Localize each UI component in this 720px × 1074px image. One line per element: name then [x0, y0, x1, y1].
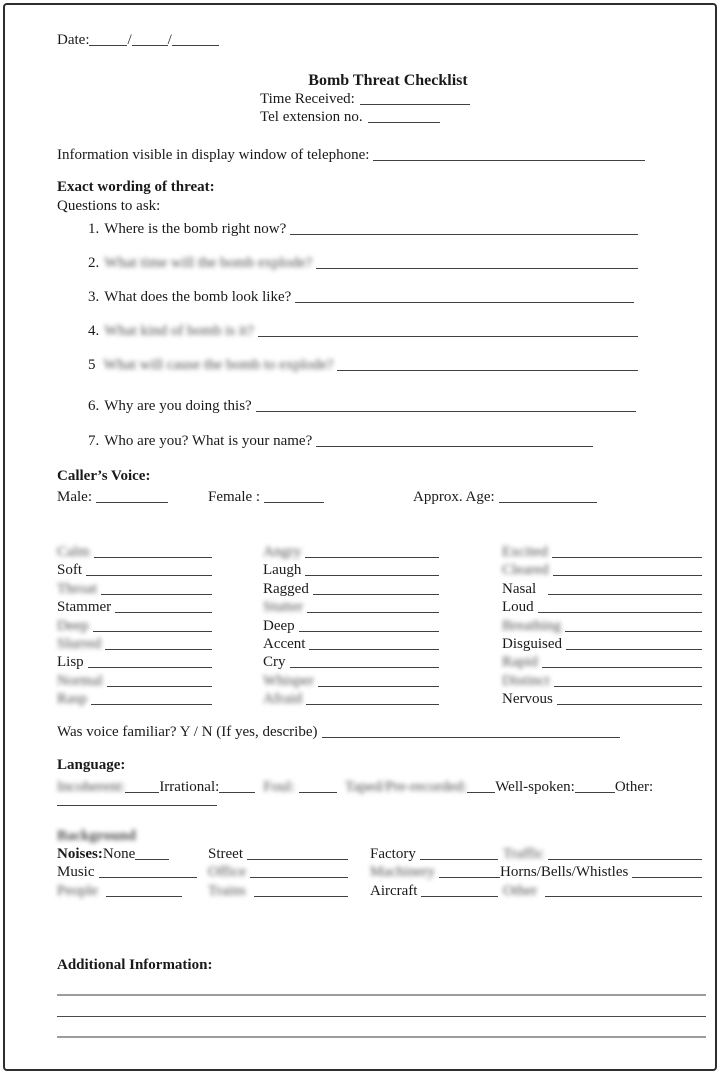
voice-trait-label: Soft: [57, 562, 83, 579]
noise-people-field: [57, 882, 182, 900]
question-blank: [316, 267, 638, 269]
voice-trait-blank: [91, 703, 212, 705]
question-row-3: [88, 288, 634, 307]
noise-other-blank: [545, 895, 702, 897]
voice-trait-blank: [305, 556, 439, 558]
voice-trait-label: Angry: [263, 544, 302, 560]
language-blank: [467, 791, 495, 793]
voice-trait-row: [502, 672, 702, 690]
language-blank: [125, 791, 159, 793]
voice-trait-label: Rapid: [502, 654, 538, 671]
language-other-blank: [57, 805, 217, 806]
question-blank: [337, 369, 638, 371]
language-blank: [219, 791, 255, 793]
noise-horns-field: [500, 863, 702, 881]
noise-office-blank: [250, 876, 348, 878]
voice-trait-blank: [105, 648, 212, 650]
question-text: Where is the bomb right now?: [104, 221, 287, 237]
date-blank-month: [89, 44, 127, 46]
voice-trait-blank: [548, 593, 702, 595]
noise-people-label: People: [57, 882, 98, 899]
noise-street-label: Street: [208, 846, 243, 862]
date-blank-day: [132, 44, 168, 46]
voice-trait-blank: [306, 703, 439, 705]
voice-trait-blank: [552, 556, 702, 558]
noise-music-field: [57, 863, 197, 881]
date-label: Date:: [57, 32, 90, 48]
additional-info-line-3: [57, 1036, 706, 1038]
voice-trait-row: [502, 617, 702, 635]
question-number: 3.: [88, 289, 100, 305]
voice-trait-row: [263, 561, 439, 579]
question-row-6: [88, 397, 636, 416]
male-field: [57, 488, 168, 507]
language-item-irrational: Irrational:: [159, 779, 220, 795]
voice-traits-column-2: [263, 543, 439, 709]
question-blank: [258, 335, 638, 337]
voice-trait-label: Nervous: [502, 691, 553, 708]
voice-trait-label: Lisp: [57, 654, 84, 671]
question-row-7: [88, 432, 593, 451]
noise-trains-label: Trains: [208, 882, 246, 899]
language-item-taped: Taped/Pre-recorded:: [344, 779, 468, 795]
voice-trait-row: [263, 543, 439, 561]
noises-row-2: [0, 863, 720, 881]
voice-trait-row: [57, 580, 212, 598]
noise-factory-field: [370, 845, 498, 863]
question-number: 2.: [88, 255, 100, 271]
language-item-foul: Foul:: [263, 779, 295, 795]
tel-extension-row: [260, 108, 440, 127]
voice-trait-blank: [290, 666, 440, 668]
voice-trait-label: Afraid: [263, 691, 303, 708]
additional-info-heading: Additional Information:: [57, 957, 213, 973]
voice-trait-label: Ragged: [263, 580, 309, 597]
voice-trait-row: [263, 598, 439, 616]
voice-trait-label: Laugh: [263, 562, 302, 579]
male-blank: [96, 501, 168, 503]
voice-trait-label: Stutter: [263, 599, 303, 616]
voice-trait-row: [502, 543, 702, 561]
noise-office-field: [208, 863, 348, 881]
question-text: What will cause the bomb to explode?: [103, 357, 334, 373]
voice-trait-label: Normal: [57, 672, 103, 689]
display-info-row: [57, 146, 645, 165]
question-row-2: [88, 254, 638, 273]
voice-trait-blank: [86, 574, 212, 576]
voice-trait-blank: [557, 703, 702, 705]
question-number: 7.: [88, 433, 100, 449]
voice-trait-row: [263, 580, 439, 598]
language-item-well-spoken: Well-spoken:: [495, 779, 575, 795]
voice-trait-blank: [313, 593, 439, 595]
date-blank-year: [172, 44, 219, 46]
question-blank: [256, 410, 636, 412]
background-heading: Background: [57, 828, 136, 844]
noise-aircraft-blank: [421, 895, 498, 897]
voice-trait-blank: [309, 648, 439, 650]
voice-trait-blank: [538, 611, 702, 613]
voice-trait-row: [263, 690, 439, 708]
time-received-blank: [360, 103, 470, 105]
voice-trait-label: Deep: [57, 617, 89, 634]
voice-trait-row: [263, 617, 439, 635]
voice-trait-label: Disguised: [502, 635, 562, 652]
language-heading: Language:: [57, 757, 126, 773]
voice-trait-blank: [115, 611, 212, 613]
voice-trait-label: Calm: [57, 544, 90, 560]
noise-horns-blank: [632, 876, 702, 878]
voice-trait-row: [57, 617, 212, 635]
noise-machinery-label: Machinery: [370, 864, 435, 881]
noise-aircraft-label: Aircraft: [370, 882, 418, 899]
voice-trait-blank: [305, 574, 439, 576]
question-number: 6.: [88, 398, 100, 414]
age-blank: [499, 501, 597, 503]
noises-row-1: [0, 845, 720, 863]
noise-music-blank: [99, 876, 198, 878]
male-label: Male:: [57, 489, 92, 505]
question-row-4: [88, 322, 638, 341]
voice-trait-label: Cleared: [502, 562, 549, 579]
language-item-other: Other:: [614, 779, 654, 795]
additional-info-line-2: [57, 1016, 706, 1017]
voice-trait-label: Rasp: [57, 691, 87, 708]
voice-familiar-label: Was voice familiar? Y / N (If yes, describe): [57, 724, 318, 740]
question-text: What time will the bomb explode?: [104, 255, 313, 271]
voice-trait-row: [502, 561, 702, 579]
voice-trait-blank: [554, 685, 703, 687]
noise-other-label: Other: [503, 882, 538, 899]
voice-trait-blank: [299, 630, 439, 632]
noise-street-blank: [247, 858, 348, 860]
voice-trait-label: Accent: [263, 635, 306, 652]
noise-office-label: Office: [208, 864, 247, 881]
voice-trait-row: [57, 543, 212, 561]
page-title: Bomb Threat Checklist: [308, 72, 468, 89]
noise-machinery-blank: [439, 876, 500, 878]
voice-trait-blank: [565, 630, 702, 632]
question-text: Why are you doing this?: [104, 398, 252, 414]
voice-trait-blank: [307, 611, 439, 613]
noise-music-label: Music: [57, 864, 95, 881]
age-field: [413, 488, 597, 507]
question-number: 4.: [88, 323, 100, 339]
noise-none-label: None: [102, 846, 136, 862]
voice-trait-label: Stammer: [57, 599, 112, 616]
voice-trait-row: [502, 580, 702, 598]
voice-trait-label: Cry: [263, 654, 286, 671]
question-row-5: [88, 356, 638, 375]
voice-trait-blank: [101, 593, 212, 595]
voice-trait-row: [57, 653, 212, 671]
noise-none-blank: [135, 858, 169, 860]
time-received-row: [260, 90, 470, 109]
voice-trait-blank: [107, 685, 212, 687]
question-text: What does the bomb look like?: [104, 289, 292, 305]
question-row-1: [88, 220, 638, 239]
noise-trains-blank: [254, 895, 348, 897]
voice-trait-label: Breathing: [502, 617, 562, 634]
voice-trait-row: [263, 672, 439, 690]
noises-row-3: [0, 882, 720, 900]
voice-trait-row: [57, 672, 212, 690]
voice-trait-blank: [94, 556, 213, 558]
noise-people-blank: [106, 895, 182, 897]
voice-trait-label: Deep: [263, 617, 295, 634]
voice-trait-blank: [566, 648, 702, 650]
voice-familiar-row: [57, 723, 620, 742]
noise-other-field: [503, 882, 702, 900]
voice-trait-blank: [88, 666, 212, 668]
time-received-label: Time Received:: [260, 91, 355, 107]
language-item-incoherent: Incoherent:: [57, 779, 126, 795]
noises-label: Noises:: [57, 846, 103, 862]
question-blank: [290, 233, 638, 235]
tel-extension-blank: [368, 121, 440, 123]
voice-trait-label: Excited: [502, 544, 548, 560]
voice-trait-row: [502, 635, 702, 653]
voice-trait-label: Slurred: [57, 635, 102, 652]
noise-traffic-blank: [548, 858, 702, 860]
question-number: 5: [88, 357, 96, 373]
noise-machinery-field: [370, 863, 500, 881]
voice-trait-row: [263, 635, 439, 653]
voice-trait-row: [57, 690, 212, 708]
voice-trait-row: [502, 653, 702, 671]
voice-traits-column-1: [57, 543, 212, 709]
female-label: Female :: [208, 489, 261, 505]
voice-trait-blank: [553, 574, 702, 576]
voice-trait-blank: [93, 630, 212, 632]
voice-trait-row: [57, 598, 212, 616]
noise-traffic-field: [503, 845, 702, 863]
question-blank: [295, 301, 634, 303]
voice-familiar-blank: [322, 736, 621, 738]
voice-trait-blank: [318, 685, 439, 687]
voice-trait-row: [502, 690, 702, 708]
female-field: [208, 488, 324, 507]
voice-trait-row: [57, 635, 212, 653]
noise-factory-label: Factory: [370, 846, 416, 862]
voice-trait-row: [57, 561, 212, 579]
question-number: 1.: [88, 221, 100, 237]
date-slash-2: /: [167, 32, 172, 48]
voice-traits-column-3: [502, 543, 702, 709]
display-info-label: Information visible in display window of telephone:: [57, 147, 370, 163]
callers-voice-heading: Caller’s Voice:: [57, 468, 151, 484]
display-info-blank: [373, 159, 645, 161]
age-label: Approx. Age:: [413, 489, 495, 505]
voice-trait-label: Loud: [502, 599, 534, 616]
noise-traffic-label: Traffic: [503, 846, 544, 862]
voice-trait-row: [502, 598, 702, 616]
voice-trait-row: [263, 653, 439, 671]
voice-trait-label: Distinct: [502, 672, 550, 689]
question-text: Who are you? What is your name?: [104, 433, 313, 449]
noise-none-field: [57, 845, 177, 863]
question-text: What kind of bomb is it?: [104, 323, 254, 339]
noise-factory-blank: [420, 858, 498, 860]
voice-trait-blank: [542, 666, 702, 668]
voice-trait-label: Throat: [57, 580, 97, 597]
voice-trait-label: Whisper: [263, 672, 314, 689]
question-blank: [316, 445, 593, 447]
noise-aircraft-field: [370, 882, 498, 900]
noise-trains-field: [208, 882, 348, 900]
language-blank: [299, 791, 337, 793]
noise-street-field: [208, 845, 348, 863]
noise-horns-label: Horns/Bells/Whistles: [500, 864, 629, 881]
tel-extension-label: Tel extension no.: [260, 109, 363, 125]
language-row: [57, 778, 706, 797]
additional-info-line-1: [57, 994, 706, 996]
threat-heading: Exact wording of threat:: [57, 179, 215, 195]
questions-heading: Questions to ask:: [57, 198, 161, 214]
date-slash-1: /: [127, 32, 132, 48]
voice-trait-label: Nasal: [502, 580, 537, 597]
date-row: [57, 31, 219, 50]
language-blank: [575, 791, 615, 793]
female-blank: [264, 501, 324, 503]
